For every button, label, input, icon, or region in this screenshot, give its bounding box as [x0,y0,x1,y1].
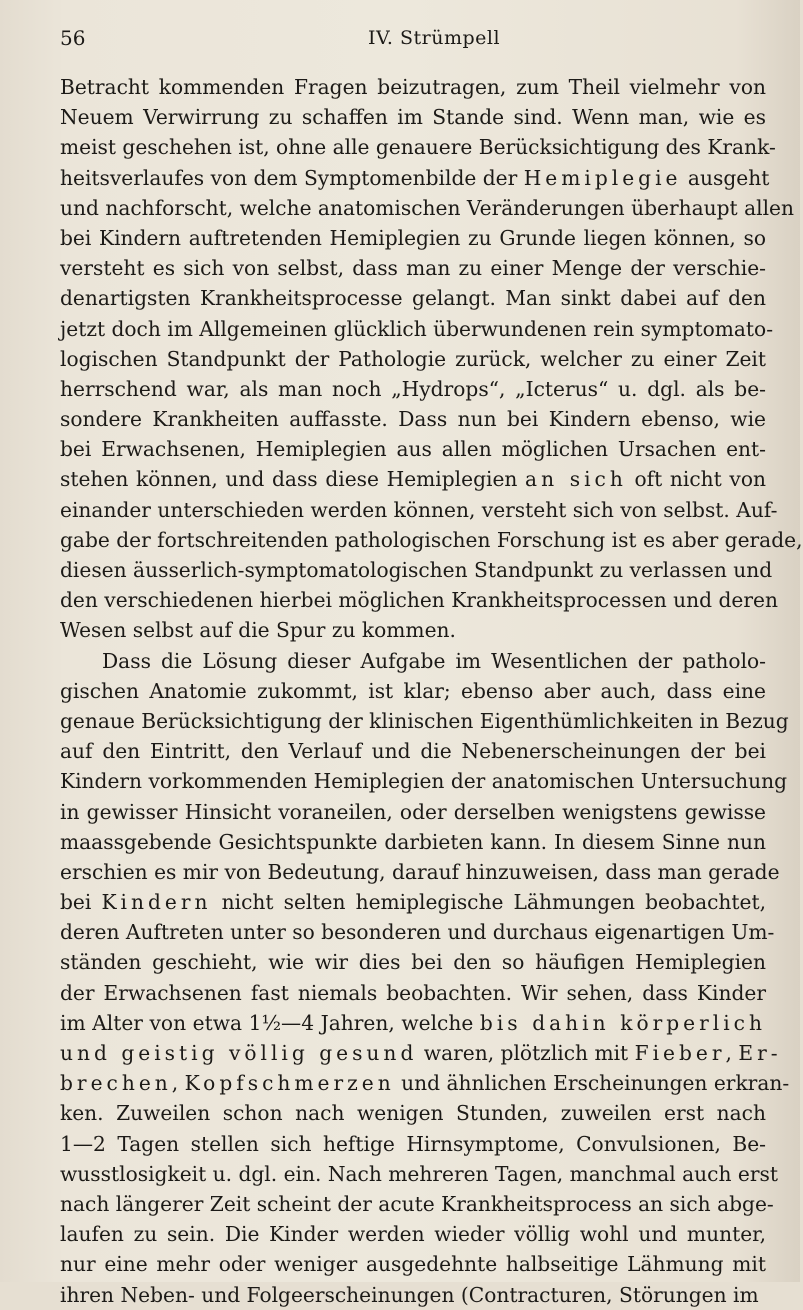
text-run: meist geschehen ist, ohne alle genauere Berücksichtigung des Krank- [60,135,776,160]
text-line [60,253,766,283]
text-run: , [725,1041,739,1065]
text-run: , [171,1071,185,1096]
text-line [60,646,766,676]
text-run: ihren Neben- und Folgeerscheinungen (Contracturen, Störungen im [60,1282,759,1307]
page-number: 56 [60,26,86,50]
spaced-emphasis: und geistig völlig gesund [60,1041,418,1065]
text-run: stehen können, und dass diese Hemiplegien [60,467,526,492]
text-run: nur eine mehr oder weniger ausgedehnte halbseitige Lähmung mit [60,1252,766,1277]
text-run: Neuem Verwirrung zu schaffen im Stande sind. Wenn man, wie es [60,105,766,130]
text-run: erschien es mir von Bedeutung, darauf hinzuweisen, dass man gerade [60,859,780,884]
text-line [60,1008,766,1038]
spaced-emphasis: an sich [525,467,627,492]
text-run: und ähnlichen Erscheinungen erkran- [394,1071,790,1096]
text-line [60,1038,782,1068]
text-line [60,797,766,827]
text-run: bei [60,890,102,915]
text-run: herrschend war, als man noch „Hydrops“, „Icterus“ u. dgl. als be- [60,376,766,401]
text-line [60,193,794,223]
text-line [60,132,776,162]
text-run: deren Auftreten unter so besonderen und durchaus eigenartigen Um- [60,920,775,945]
text-run: logischen Standpunkt der Pathologie zurück, welcher zu einer Zeit [60,346,766,371]
text-run: wusstlosigkeit u. dgl. ein. Nach mehreren Tagen, manchmal auch erst [60,1161,778,1186]
text-run: denartigsten Krankheitsprocesse gelangt. Man sinkt dabei auf den [60,286,766,311]
text-run: oft nicht von [626,467,766,492]
text-run: auf den Eintritt, den Verlauf und die Nebenerscheinungen der bei [60,739,766,764]
text-line [60,615,766,645]
text-line [60,404,766,434]
running-head: IV. Strümpell [368,27,501,49]
text-run: versteht es sich von selbst, dass man zu einer Menge der verschie- [60,256,766,281]
text-line [60,947,766,977]
text-run: der Erwachsenen fast niemals beobachten. Wir sehen, dass Kinder [60,980,766,1005]
text-line [60,495,778,525]
text-run: gabe der fortschreitenden pathologischen Forschung ist es aber gerade, [60,527,803,552]
text-line [60,314,774,344]
text-line [60,1129,766,1159]
text-line [60,374,766,404]
text-run: im Alter von etwa 1½—4 Jahren, welche [60,1010,480,1035]
text-line [60,434,766,464]
text-line [60,857,780,887]
text-run: Betracht kommenden Fragen beizutragen, zum Theil vielmehr von [60,75,766,99]
text-run: in gewisser Hinsicht voraneilen, oder derselben wenigstens gewisse [60,799,766,824]
spaced-emphasis: brechen [60,1071,172,1096]
text-run: gischen Anatomie zukommt, ist klar; ebenso aber auch, dass eine [60,678,766,703]
text-line [60,766,788,796]
text-line [60,676,766,706]
text-run: waren, plötzlich mit [417,1041,635,1065]
text-line [60,978,766,1008]
text-run: genaue Berücksichtigung der klinischen Eigenthümlichkeiten in Bezug [60,708,789,733]
text-line [60,464,766,494]
text-line [60,283,766,313]
text-line [60,1159,778,1189]
text-line [60,1249,766,1279]
text-run: Kindern vorkommenden Hemiplegien der anatomischen Untersuchung [60,769,788,794]
text-run: diesen äusserlich-symptomatologischen Standpunkt zu verlassen und [60,558,773,582]
text-line [60,223,766,253]
text-run: heitsverlaufes von dem Symptomenbilde der [60,165,524,190]
text-run: jetzt doch im Allgemeinen glücklich überwundenen rein symptomato- [60,316,774,341]
text-run: laufen zu sein. Die Kinder werden wieder völlig wohl und munter, [60,1222,766,1247]
text-run: Dass die Lösung dieser Aufgabe im Wesentlichen der patholo- [102,648,766,673]
spaced-emphasis: Fieber [634,1041,726,1065]
text-line [60,1068,790,1098]
text-run: einander unterschieden werden können, versteht sich von selbst. Auf- [60,497,778,522]
text-run: ken. Zuweilen schon nach wenigen Stunden, zuweilen erst nach [60,1101,766,1126]
body-text [60,72,803,1310]
text-run: nach längerer Zeit scheint der acute Krankheitsprocess an sich abge- [60,1191,774,1216]
text-line [60,585,778,615]
text-run: sondere Krankheiten auffasste. Dass nun bei Kindern ebenso, wie [60,407,766,432]
page-header [60,26,760,54]
text-line [60,555,773,585]
text-line [60,1219,766,1249]
text-run: und nachforscht, welche anatomischen Veränderungen überhaupt allen [60,195,794,220]
text-run: nicht selten hemiplegische Lähmungen beobachtet, [211,890,766,915]
text-run: ständen geschieht, wie wir dies bei den so häufigen Hemiplegien [60,950,766,975]
text-line [60,706,789,736]
text-line [60,887,766,917]
text-run: bei Kindern auftretenden Hemiplegien zu Grunde liegen können, so [60,225,766,250]
text-line [60,827,766,857]
text-run: Wesen selbst auf die Spur zu kommen. [60,618,456,643]
text-line [60,1098,766,1128]
spaced-emphasis: Kopfschmerzen [184,1071,395,1096]
text-line [60,344,766,374]
text-line [60,1280,766,1310]
paragraph [60,646,790,1310]
text-run: den verschiedenen hierbei möglichen Krankheitsprocessen und deren [60,588,778,613]
text-line [60,72,766,102]
text-run: bei Erwachsenen, Hemiplegien aus allen möglichen Ursachen ent- [60,437,766,462]
text-line [60,917,775,947]
text-line [60,1189,774,1219]
spaced-emphasis: Hemiplegie [523,165,682,190]
text-run: maassgebende Gesichtspunkte darbieten kann. In diesem Sinne nun [60,829,766,854]
spaced-emphasis: bis dahin körperlich [479,1010,766,1035]
spaced-emphasis: Er- [738,1041,782,1065]
text-line [60,525,803,555]
text-run: 1—2 Tagen stellen sich heftige Hirnsymptome, Convulsionen, Be- [60,1131,766,1156]
paragraph [60,72,803,646]
text-run: ausgeht [681,165,770,190]
spaced-emphasis: Kindern [101,890,212,915]
text-line [60,102,766,132]
text-line [60,163,770,193]
text-line [60,736,766,766]
